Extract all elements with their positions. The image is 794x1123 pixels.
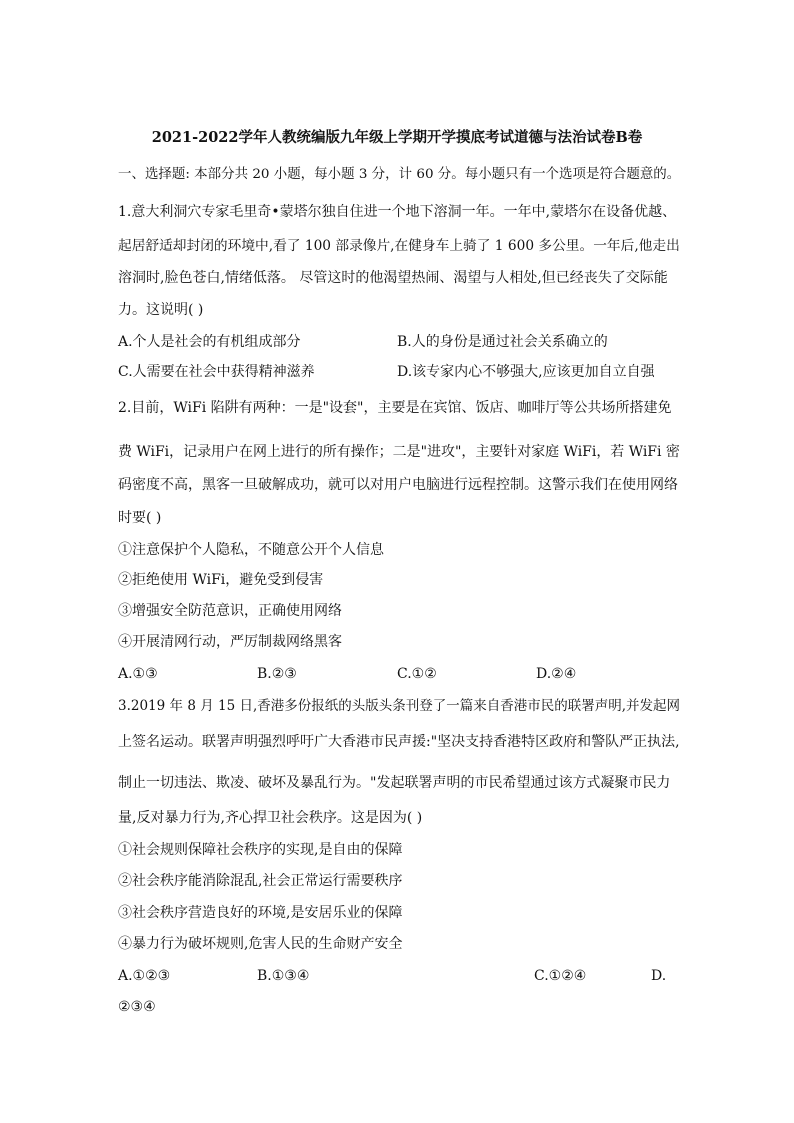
exam-title: 2021-2022学年人教统编版九年级上学期开学摸底考试道德与法治试卷B卷	[151, 129, 643, 146]
question-3-statement-2: ②社会秩序能消除混乱,社会正常运行需要秩序	[118, 873, 403, 889]
question-2-line-4: 时要( )	[118, 510, 162, 526]
question-2-option-d: D.②④	[536, 666, 577, 682]
question-3-option-d-continued: ②③④	[118, 999, 156, 1015]
question-3-line-1: 3.2019 年 8 月 15 日,香港多份报纸的头版头条刊登了一篇来自香港市民的联署声明,并发起网	[118, 698, 681, 714]
question-2-statement-4: ④开展清网行动，严厉制裁网络黑客	[118, 634, 342, 650]
question-3-line-3: 制止一切违法、欺凌、破坏及暴乱行为。"发起联署声明的市民希望通过该方式凝聚市民力	[118, 775, 671, 791]
question-1-line-4: 力。这说明( )	[118, 302, 204, 318]
question-3-option-a: A.①②③	[118, 968, 171, 984]
question-1-option-c: C.人需要在社会中获得精神滋养	[118, 364, 315, 380]
question-1-line-2: 起居舒适却封闭的环境中,看了 100 部录像片,在健身车上骑了 1 600 多公里。一年后,他走出	[118, 238, 680, 254]
question-2-option-c: C.①②	[397, 666, 437, 682]
question-3-line-2: 上签名运动。联署声明强烈呼吁广大香港市民声援:"坚决支持香港特区政府和警队严正执法,	[118, 734, 680, 750]
question-3-option-b: B.①③④	[257, 968, 310, 984]
question-1-option-b: B.人的身份是通过社会关系确立的	[397, 334, 608, 350]
question-2-line-2: 费 WiFi，记录用户在网上进行的所有操作；二是"进攻"，主要针对家庭 WiFi，若 WiFi 密	[118, 444, 680, 460]
question-2-statement-1: ①注意保护个人隐私，不随意公开个人信息	[118, 542, 384, 558]
question-3-statement-1: ①社会规则保障社会秩序的实现,是自由的保障	[118, 842, 403, 858]
question-2-statement-2: ②拒绝使用 WiFi，避免受到侵害	[118, 572, 324, 588]
question-3-statement-3: ③社会秩序营造良好的环境,是安居乐业的保障	[118, 905, 403, 921]
question-1-option-a: A.个人是社会的有机组成部分	[118, 334, 301, 350]
question-1-line-3: 溶洞时,脸色苍白,情绪低落。 尽管这时的他渴望热闹、渴望与人相处,但已经丧失了交际能	[118, 270, 668, 286]
question-2-option-a: A.①③	[118, 666, 158, 682]
question-3-option-d: D.	[651, 968, 667, 984]
question-3-statement-4: ④暴力行为破坏规则,危害人民的生命财产安全	[118, 936, 403, 952]
question-2-option-b: B.②③	[257, 666, 297, 682]
section-instruction: 一、选择题: 本部分共 20 小题，每小题 3 分，计 60 分。每小题只有一个选项是符合题意的。	[118, 166, 681, 182]
question-2-line-3: 码密度不高，黑客一旦破解成功，就可以对用户电脑进行远程控制。这警示我们在使用网络	[118, 477, 678, 493]
question-3-option-c: C.①②④	[534, 968, 587, 984]
question-3-line-4: 量,反对暴力行为,齐心捍卫社会秩序。这是因为( )	[118, 810, 423, 826]
question-2-line-1: 2.目前，WiFi 陷阱有两种：一是"设套"，主要是在宾馆、饭店、咖啡厅等公共场所搭建免	[118, 400, 672, 416]
question-2-statement-3: ③增强安全防范意识，正确使用网络	[118, 603, 342, 619]
question-1-option-d: D.该专家内心不够强大,应该更加自立自强	[397, 364, 655, 380]
question-1-line-1: 1.意大利洞穴专家毛里奇•蒙塔尔独自住进一个地下溶洞一年。一年中,蒙塔尔在设备优越、	[118, 204, 677, 220]
